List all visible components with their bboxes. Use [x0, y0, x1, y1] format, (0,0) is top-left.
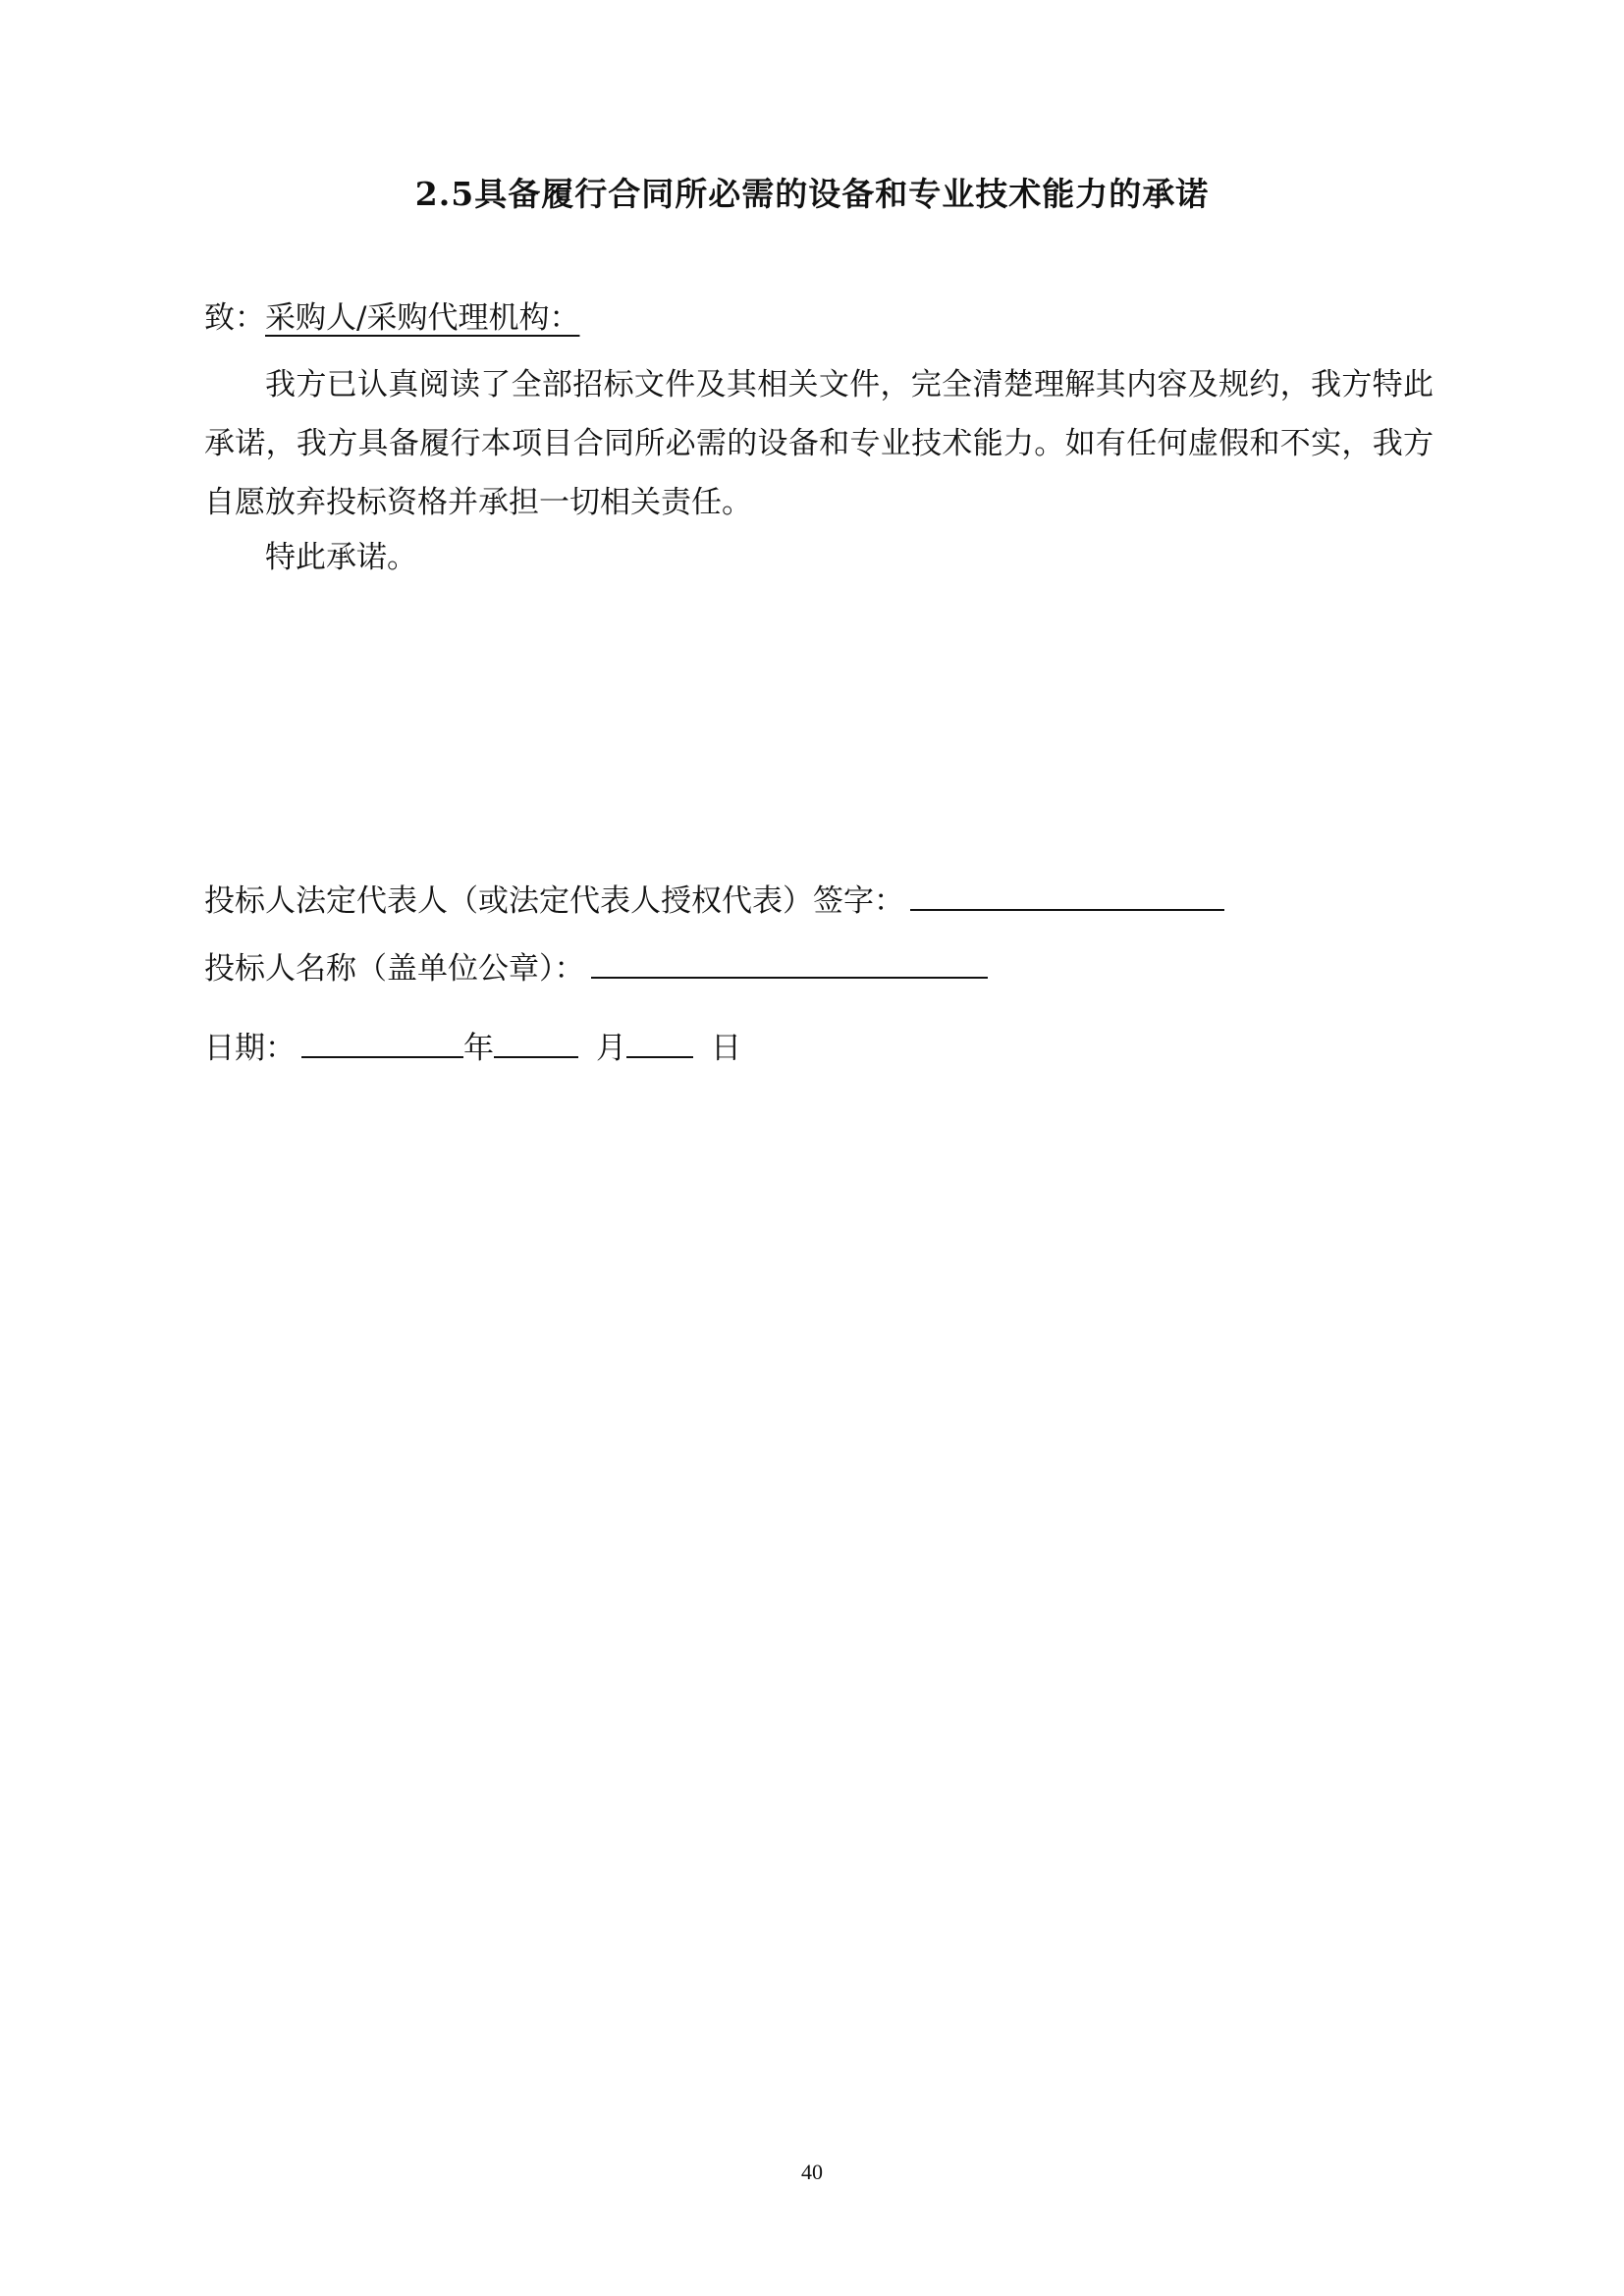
year-label: 年 [463, 1031, 494, 1066]
recipient-line [204, 298, 579, 338]
month-label: 月 [596, 1031, 626, 1066]
closing-text: 特此承诺。 [265, 540, 417, 575]
page-title: 2.5具备履行合同所必需的设备和专业技术能力的承诺 [414, 175, 1210, 213]
date-label: 日期： [204, 1031, 296, 1066]
signature-label: 投标人法定代表人（或法定代表人授权代表）签字： [204, 883, 904, 919]
signature-line [204, 881, 1224, 921]
day-blank[interactable] [626, 1056, 693, 1058]
year-blank[interactable] [301, 1056, 463, 1058]
company-name-blank[interactable] [591, 977, 988, 979]
commitment-paragraph: 我方已认真阅读了全部招标文件及其相关文件，完全清楚理解其内容及规约，我方特此承诺，我方具备履行本项目合同所必需的设备和专业技术能力。如有任何虚假和不实，我方自愿放弃投标资格并承担一切相关责任。 [204, 367, 1434, 520]
month-blank[interactable] [494, 1056, 578, 1058]
recipient-prefix: 致： [204, 300, 265, 336]
company-label: 投标人名称（盖单位公章）： [204, 951, 585, 987]
page-number: 40 [801, 2160, 823, 2184]
signature-blank[interactable] [910, 909, 1224, 911]
recipient-name: 采购人/采购代理机构： [265, 300, 580, 336]
day-label: 日 [711, 1031, 741, 1066]
company-line [204, 949, 988, 988]
date-line [204, 1029, 741, 1068]
